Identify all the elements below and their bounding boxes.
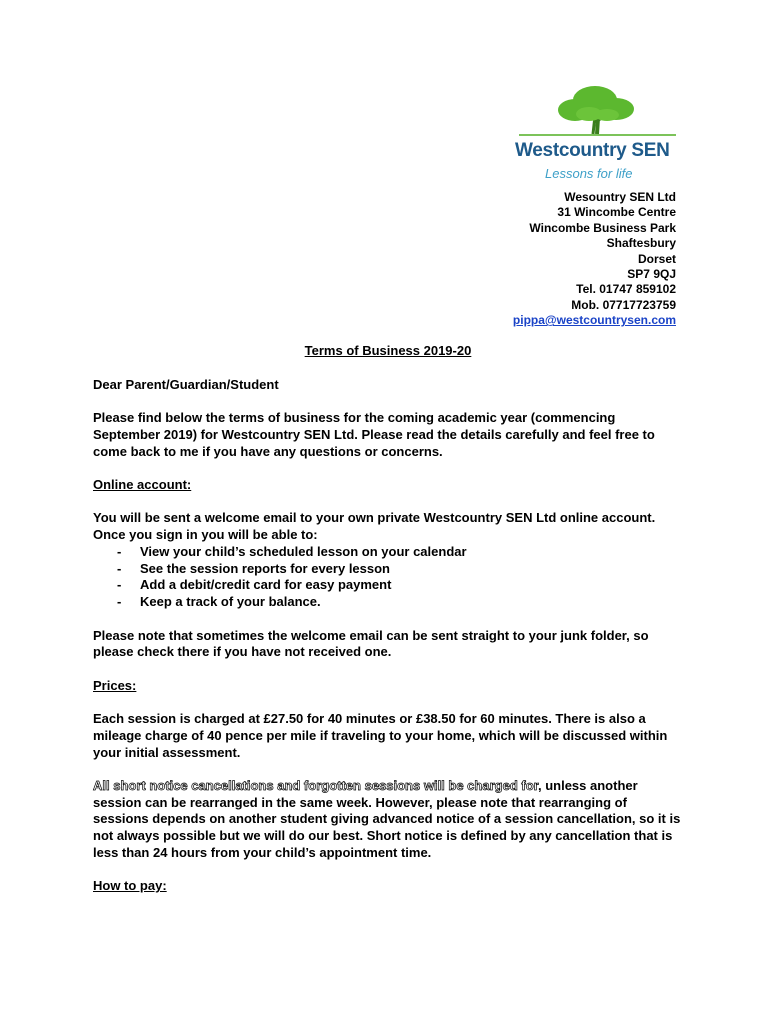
online-account-intro: You will be sent a welcome email to your own private Westcountry SEN Ltd online account. Once you sign in you will be able to: bbox=[93, 510, 656, 543]
tree-icon bbox=[515, 82, 680, 140]
letter-body bbox=[93, 343, 683, 912]
address-street: 31 Wincombe Centre bbox=[557, 205, 676, 220]
online-account-heading: Online account: bbox=[93, 476, 192, 492]
greeting: Dear Parent/Guardian/Student bbox=[93, 376, 279, 392]
address-county: Dorset bbox=[637, 251, 676, 266]
address-park: Wincombe Business Park bbox=[529, 220, 676, 235]
address-mob: Mob. 07717723759 bbox=[571, 297, 676, 312]
list-item: - Add a debit/credit card for easy payment bbox=[93, 577, 683, 594]
list-item: - View your child’s scheduled lesson on your calendar bbox=[93, 544, 683, 561]
prices-heading: Prices: bbox=[93, 677, 137, 693]
letter-title: Terms of Business 2019-20 bbox=[304, 343, 472, 358]
company-logo bbox=[515, 82, 680, 186]
list-item: - See the session reports for every lesson bbox=[93, 561, 683, 578]
cancellation-text: , unless another session can be rearranged in the same week. However, please note that rearranging of sessions depends on another student giving advanced notice of a session cancellation, so it is not always possible but we will do our best. Short notice is defined by any cancellation that is less than 24 hours from your child’s appointment time. bbox=[93, 777, 681, 861]
logo-name: Westcountry SEN bbox=[515, 140, 670, 161]
list-item: - Keep a track of your balance. bbox=[93, 594, 683, 611]
online-account-list bbox=[93, 544, 683, 611]
prices-paragraph: Each session is charged at £27.50 for 40 minutes or £38.50 for 60 minutes. There is also a mileage charge of 40 pence per mile if traveling to your home, which will be discussed within your initial assessment. bbox=[93, 710, 668, 760]
cancellation-paragraph bbox=[93, 778, 683, 862]
cancellation-emphasis: All short notice cancellations and forgotten sessions will be charged for bbox=[93, 777, 538, 793]
address-town: Shaftesbury bbox=[606, 236, 676, 251]
address-postcode: SP7 9QJ bbox=[627, 267, 676, 282]
intro-paragraph: Please find below the terms of business for the coming academic year (commencing September 2019) for Westcountry SEN Ltd. Please read the details carefully and feel free to come back to me if you have any questions or concerns. bbox=[93, 410, 655, 459]
logo-tagline: Lessons for life bbox=[545, 166, 633, 181]
address-tel: Tel. 01747 859102 bbox=[576, 282, 676, 297]
how-to-pay-heading: How to pay: bbox=[93, 878, 167, 894]
address-company: Wesountry SEN Ltd bbox=[564, 190, 676, 204]
junk-folder-note: Please note that sometimes the welcome email can be sent straight to your junk folder, so please check there if you have not received one. bbox=[93, 627, 649, 660]
sender-address bbox=[513, 190, 676, 329]
email-link[interactable]: pippa@westcountrysen.com bbox=[512, 313, 676, 328]
